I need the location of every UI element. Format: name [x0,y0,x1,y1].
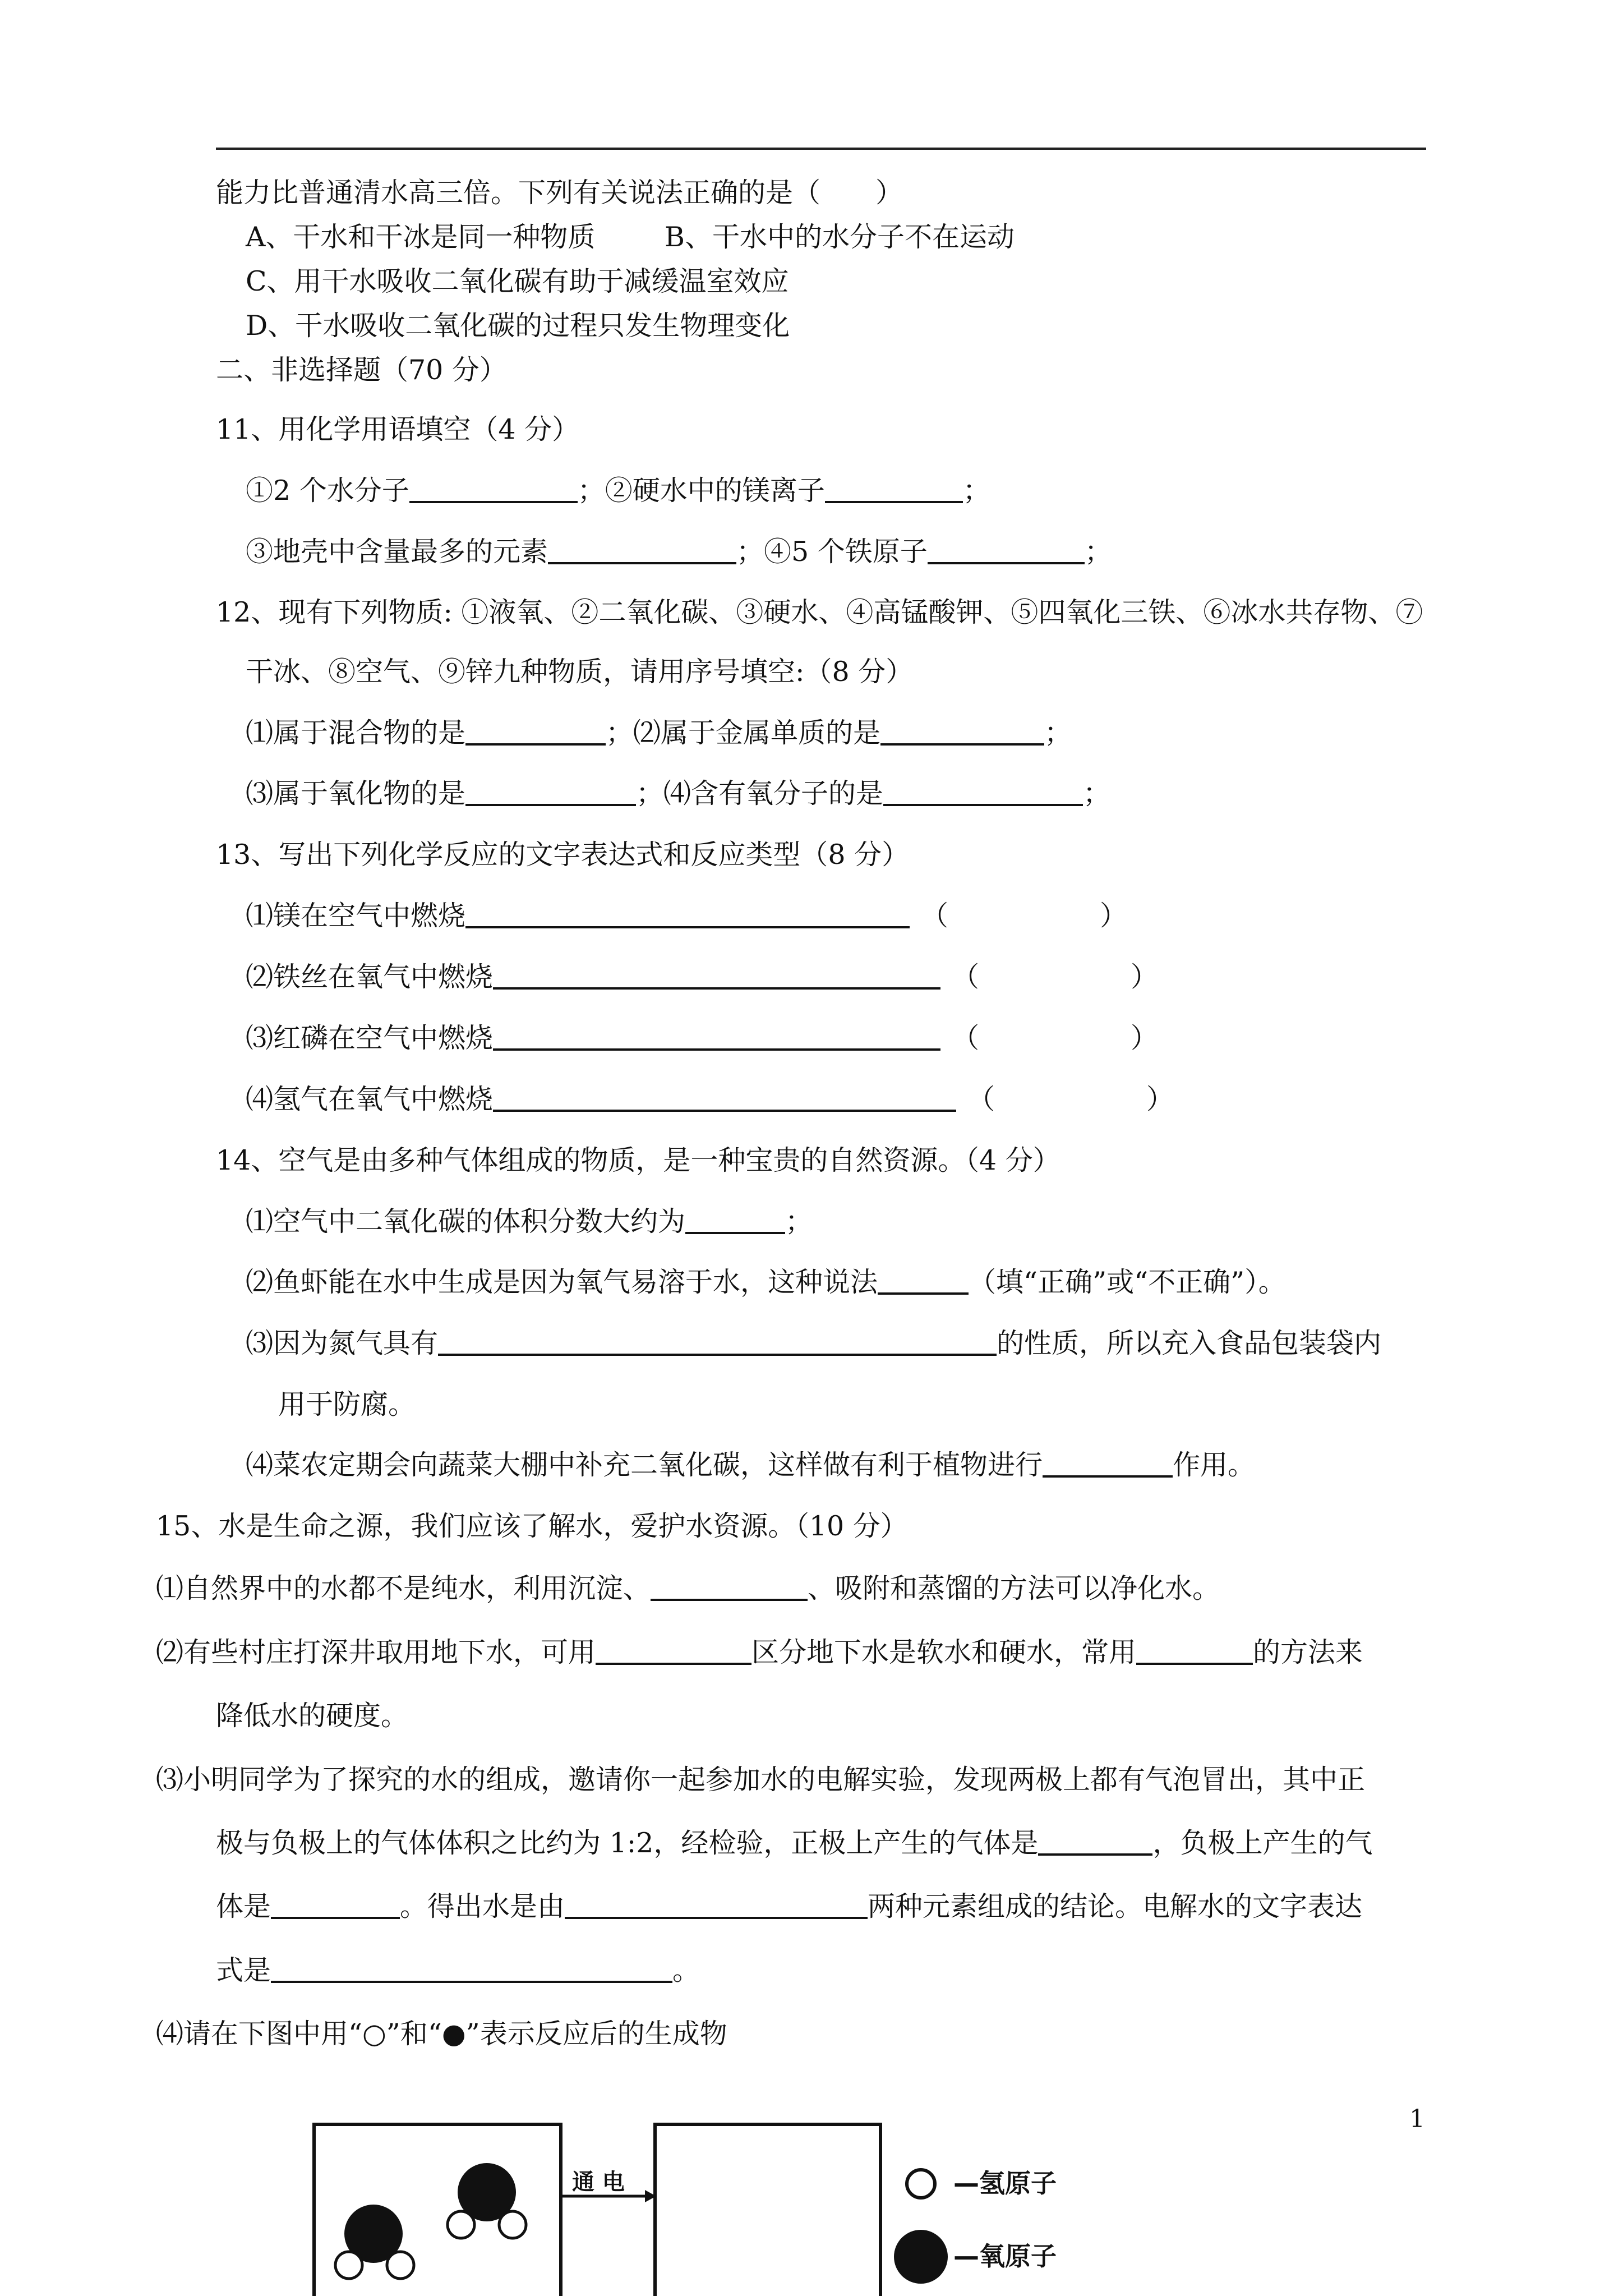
q11-p3: ③地壳中含量最多的元素 [246,536,548,568]
blank[interactable] [465,717,606,746]
q10-option-b: B、干水中的水分子不在运动 [665,221,1015,253]
blank[interactable] [271,1955,672,1983]
legend-oxygen: —氧原子 [953,2241,1057,2271]
q11-title: 11、用化学用语填空（4 分） [216,413,580,445]
blank[interactable] [493,961,940,990]
q14-p3-row: ⑶因为氮气具有 的性质，所以充入食品包装袋内 [246,1327,1382,1359]
q10-option-c: C、用干水吸收二氧化碳有助于减缓温室效应 [246,265,789,297]
arrow-label: 通 电 [572,2169,625,2195]
q15-p3-l3-row: 体是 。得出水是由 两种元素组成的结论。电解水的文字表达 [216,1890,1363,1922]
q12-title: 12、现有下列物质: ①液氧、②二氧化碳、③硬水、④高锰酸钾、⑤四氧化三铁、⑥冰水共存物、⑦ [216,596,1423,628]
blank[interactable] [1043,1450,1173,1478]
q11-p2: ；②硬水中的镁离子 [577,475,825,507]
blank[interactable] [493,1023,940,1051]
q11-p2-end: ； [962,475,990,507]
q12-p2-end: ； [1044,717,1072,749]
q12-p2: ；⑵属于金属单质的是 [606,717,881,749]
q15-p1-row: ⑴自然界中的水都不是纯水，利用沉淀、 、吸附和蒸馏的方法可以净化水。 [156,1572,1220,1604]
q11-row1 [246,474,990,508]
q14-p1-row: ⑴空气中二氧化碳的体积分数大约为 ； [246,1205,813,1237]
q10-option-a: A、干水和干冰是同一种物质 [246,221,596,253]
q15-title: 15、水是生命之源，我们应该了解水，爱护水资源。（10 分） [156,1510,908,1542]
blank[interactable] [651,1573,808,1601]
blank[interactable] [825,475,963,503]
q12-p4: ；⑷含有氧分子的是 [636,777,884,809]
q11-p1: ①2 个水分子 [246,475,409,507]
blank[interactable] [548,536,736,564]
blank[interactable] [878,1267,969,1295]
q14-p2-row: ⑵鱼虾能在水中生成是因为氧气易溶于水，这种说法 （填“正确”或“不正确”）。 [246,1266,1286,1298]
q15-p3-l1: ⑶小明同学为了探究的水的组成，邀请你一起参加水的电解实验，发现两极上都有气泡冒出，其中正 [156,1764,1366,1796]
q12-row1 [246,716,1072,750]
q10-stem-tail: 能力比普通清水高三倍。下列有关说法正确的是（ ） [216,177,903,209]
water-molecule-icon [335,2205,414,2279]
q12-row2 [246,777,1110,811]
oxygen-atom-icon [894,2230,948,2284]
q15-p2-cont: 降低水的硬度。 [216,1700,409,1732]
q12-p3: ⑶属于氧化物的是 [246,777,466,809]
blank[interactable] [271,1891,400,1919]
q13-item: ⑷氢气在氧气中燃烧 （ ） [246,1083,1174,1115]
header-rule [216,148,1426,150]
q14-p3-cont: 用于防腐。 [278,1388,416,1420]
q15-p4: ⑷请在下图中用“○”和“●”表示反应后的生成物 [156,2018,727,2050]
q12-p4-end: ； [1083,777,1111,809]
blank[interactable] [565,1891,868,1919]
hydrogen-atom-icon [907,2170,935,2198]
section-title: 二、非选择题（70 分） [216,354,507,386]
q14-p4-row: ⑷菜农定期会向蔬菜大棚中补充二氧化碳，这样做有利于植物进行 作用。 [246,1449,1256,1481]
blank[interactable] [1038,1828,1152,1856]
q12-title-cont: 干冰、⑧空气、⑨锌九种物质，请用序号填空:（8 分） [246,656,914,688]
blank[interactable] [438,1328,997,1356]
q13-item: ⑶红磷在空气中燃烧 （ ） [246,1022,1159,1054]
q13-item: ⑴镁在空气中燃烧 （ ） [246,900,1128,932]
product-box[interactable] [655,2124,880,2296]
blank[interactable] [409,475,578,503]
reactant-box [314,2124,561,2296]
blank[interactable] [1136,1637,1253,1665]
q13-title: 13、写出下列化学反应的文字表达式和反应类型（8 分） [216,839,910,871]
q15-p3-l4-row: 式是 。 [216,1954,700,1986]
blank[interactable] [596,1637,751,1665]
legend-hydrogen: —氢原子 [953,2168,1057,2198]
blank[interactable] [493,1084,956,1112]
blank[interactable] [880,717,1044,746]
q13-item: ⑵铁丝在氧气中燃烧 （ ） [246,961,1159,993]
blank[interactable] [685,1206,785,1234]
q11-p4-end: ； [1084,536,1112,568]
water-molecule-icon [448,2163,526,2238]
blank[interactable] [465,900,910,928]
q10-option-d: D、干水吸收二氧化碳的过程只发生物理变化 [246,310,790,342]
blank[interactable] [928,536,1085,564]
q12-p1: ⑴属于混合物的是 [246,717,466,749]
blank[interactable] [465,778,636,806]
page-number: 1 [1409,2105,1425,2133]
q14-title: 14、空气是由多种气体组成的物质，是一种宝贵的自然资源。（4 分） [216,1144,1061,1176]
q11-p4: ；④5 个铁原子 [736,536,928,568]
q11-row2 [246,535,1112,569]
blank[interactable] [883,778,1083,806]
q15-p2-row: ⑵有些村庄打深井取用地下水，可用 区分地下水是软水和硬水，常用 的方法来 [156,1636,1363,1668]
q15-p3-l2-row: 极与负极上的气体体积之比约为 1:2，经检验，正极上产生的气体是 ，负极上产生的气 [216,1827,1373,1859]
